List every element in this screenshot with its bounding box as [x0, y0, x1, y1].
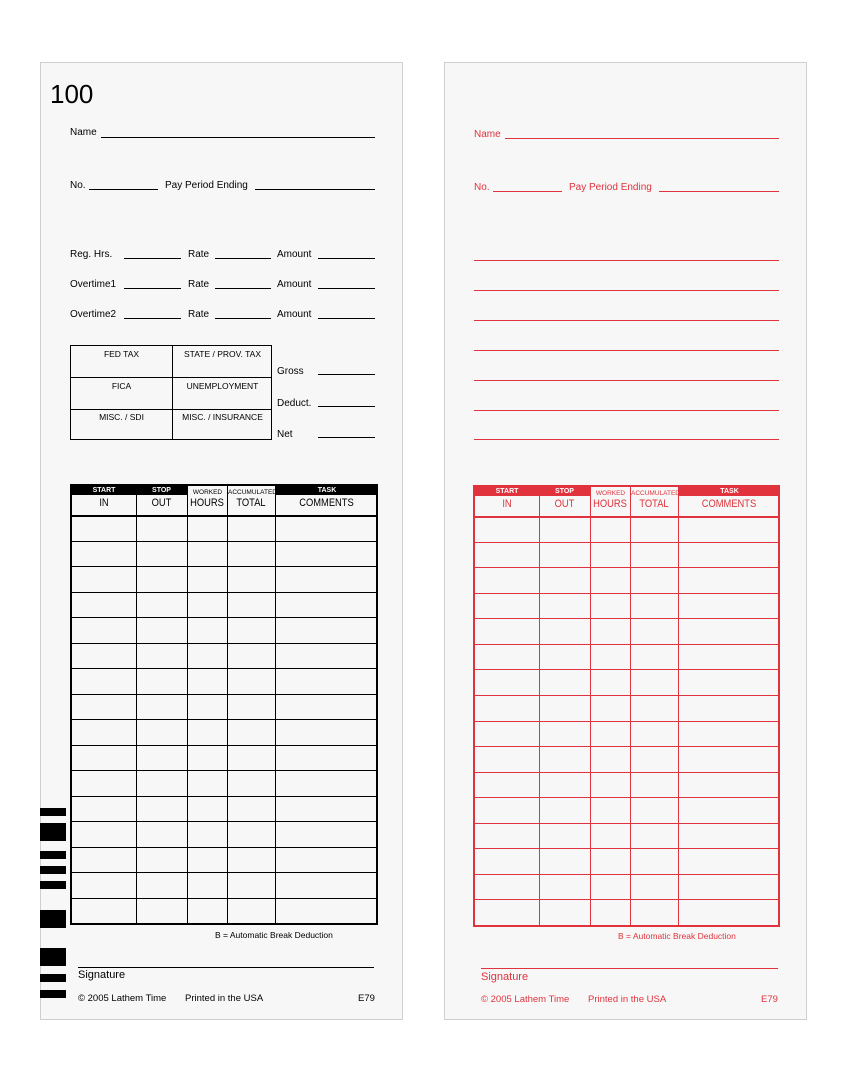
signature-line-red[interactable]: [481, 968, 778, 969]
table-row: [72, 515, 376, 517]
reg-rate-line[interactable]: [215, 258, 271, 259]
reg-amount-label: Amount: [277, 249, 312, 260]
th-in: IN: [99, 497, 109, 509]
reg-amount-line[interactable]: [318, 258, 375, 259]
unemployment-label: UNEMPLOYMENT: [186, 381, 259, 391]
net-label: Net: [277, 429, 293, 440]
blank-line[interactable]: [474, 320, 779, 321]
th-worked-red: WORKED: [591, 487, 630, 498]
th-stop-red: STOP: [555, 488, 574, 495]
ot1-amount-line[interactable]: [318, 288, 375, 289]
th-worked: WORKED: [188, 486, 227, 497]
form-code: E79: [358, 993, 375, 1004]
pay-period-label: Pay Period Ending: [165, 180, 248, 191]
table-row: [475, 899, 778, 900]
table-row: [72, 719, 376, 720]
table-row: [72, 770, 376, 771]
break-footnote-red: B = Automatic Break Deduction: [618, 931, 736, 941]
th-accumulated-red: ACCUMULATED: [631, 487, 678, 498]
th-accumulated: ACCUMULATED: [228, 486, 275, 497]
copyright: © 2005 Lathem Time: [78, 993, 167, 1004]
table-row: [475, 721, 778, 722]
table-row: [475, 848, 778, 849]
copyright-red: © 2005 Lathem Time: [481, 994, 570, 1005]
scan-mark: [40, 974, 66, 982]
break-footnote: B = Automatic Break Deduction: [215, 930, 333, 940]
deduct-label: Deduct.: [277, 398, 312, 409]
overtime2-line[interactable]: [124, 318, 181, 319]
blank-line[interactable]: [474, 410, 779, 411]
table-row: [475, 797, 778, 798]
card-number: 100: [50, 79, 94, 109]
reg-hrs-label: Reg. Hrs.: [70, 249, 113, 260]
tax-box: [70, 345, 272, 440]
table-row: [475, 516, 778, 518]
th-comments: COMMENTS: [299, 497, 354, 509]
table-row: [475, 772, 778, 773]
th-total-red: TOTAL: [639, 498, 669, 510]
pay-period-label-red: Pay Period Ending: [569, 182, 652, 193]
table-row: [72, 821, 376, 822]
time-table-red: [473, 485, 780, 927]
ot1-rate-line[interactable]: [215, 288, 271, 289]
scan-mark: [40, 881, 66, 889]
ot2-amount-line[interactable]: [318, 318, 375, 319]
table-row: [72, 541, 376, 542]
th-out: OUT: [151, 497, 172, 509]
misc-insurance-label: MISC. / INSURANCE: [182, 412, 263, 422]
th-hours-red: HOURS: [593, 498, 627, 510]
table-row: [72, 796, 376, 797]
reg-hrs-line[interactable]: [124, 258, 181, 259]
printed-in: Printed in the USA: [185, 993, 264, 1004]
ot1-rate-label: Rate: [188, 279, 210, 290]
overtime1-label: Overtime1: [70, 279, 117, 290]
th-stop: STOP: [152, 487, 171, 494]
form-code-red: E79: [761, 994, 778, 1005]
scan-mark: [40, 851, 66, 859]
name-label-red: Name: [474, 129, 501, 140]
deduct-line[interactable]: [318, 406, 375, 407]
name-label: Name: [70, 127, 97, 138]
table-row: [72, 745, 376, 746]
timecard-back: [444, 62, 807, 1020]
time-table: [70, 484, 378, 925]
signature-line[interactable]: [78, 967, 374, 968]
name-line[interactable]: [101, 137, 375, 138]
blank-line[interactable]: [474, 260, 779, 261]
table-row: [72, 847, 376, 848]
blank-line[interactable]: [474, 380, 779, 381]
th-comments-red: COMMENTS: [701, 498, 757, 510]
table-row: [475, 644, 778, 645]
scan-mark: [40, 948, 66, 966]
misc-sdi-label: MISC. / SDI: [99, 412, 144, 422]
table-row: [72, 643, 376, 644]
th-out-red: OUT: [554, 498, 575, 510]
table-row: [475, 746, 778, 747]
table-row: [475, 593, 778, 594]
pay-period-line-red[interactable]: [659, 191, 779, 192]
scan-mark: [40, 990, 66, 998]
net-line[interactable]: [318, 437, 375, 438]
reg-rate-label: Rate: [188, 249, 210, 260]
th-task-red: TASK: [720, 488, 739, 495]
scan-mark: [40, 823, 66, 841]
table-row: [72, 617, 376, 618]
fed-tax-label: FED TAX: [103, 349, 140, 359]
state-tax-label: STATE / PROV. TAX: [184, 349, 261, 359]
ot2-rate-label: Rate: [188, 309, 210, 320]
name-line-red[interactable]: [505, 138, 779, 139]
table-row: [475, 669, 778, 670]
table-row: [475, 542, 778, 543]
gross-label: Gross: [277, 366, 304, 377]
signature-label: Signature: [78, 969, 126, 981]
th-total: TOTAL: [236, 497, 266, 509]
gross-line[interactable]: [318, 374, 375, 375]
overtime2-label: Overtime2: [70, 309, 117, 320]
table-row: [72, 592, 376, 593]
th-start-red: START: [495, 488, 519, 495]
no-label: No.: [70, 180, 86, 191]
th-hours: HOURS: [190, 497, 224, 509]
table-row: [72, 872, 376, 873]
blank-line[interactable]: [474, 439, 779, 440]
ot2-rate-line[interactable]: [215, 318, 271, 319]
table-row: [475, 567, 778, 568]
table-row: [475, 618, 778, 619]
overtime1-line[interactable]: [124, 288, 181, 289]
ot2-amount-label: Amount: [277, 309, 312, 320]
ot1-amount-label: Amount: [277, 279, 312, 290]
scan-mark: [40, 866, 66, 874]
no-line-red[interactable]: [493, 191, 562, 192]
signature-label-red: Signature: [481, 971, 529, 983]
table-row: [72, 668, 376, 669]
table-row: [72, 694, 376, 695]
th-start: START: [92, 487, 116, 494]
table-row: [72, 566, 376, 567]
printed-in-red: Printed in the USA: [588, 994, 667, 1005]
th-task: TASK: [317, 487, 337, 494]
table-row: [475, 874, 778, 875]
no-line[interactable]: [89, 189, 158, 190]
table-row: [72, 898, 376, 899]
blank-line[interactable]: [474, 290, 779, 291]
timecard-front: [40, 62, 403, 1020]
blank-line[interactable]: [474, 350, 779, 351]
th-in-red: IN: [502, 498, 512, 510]
table-row: [475, 695, 778, 696]
scan-mark: [40, 910, 66, 928]
table-row: [475, 823, 778, 824]
fica-label: FICA: [111, 381, 132, 391]
pay-period-line[interactable]: [255, 189, 375, 190]
scan-mark: [40, 808, 66, 816]
no-label-red: No.: [474, 182, 490, 193]
